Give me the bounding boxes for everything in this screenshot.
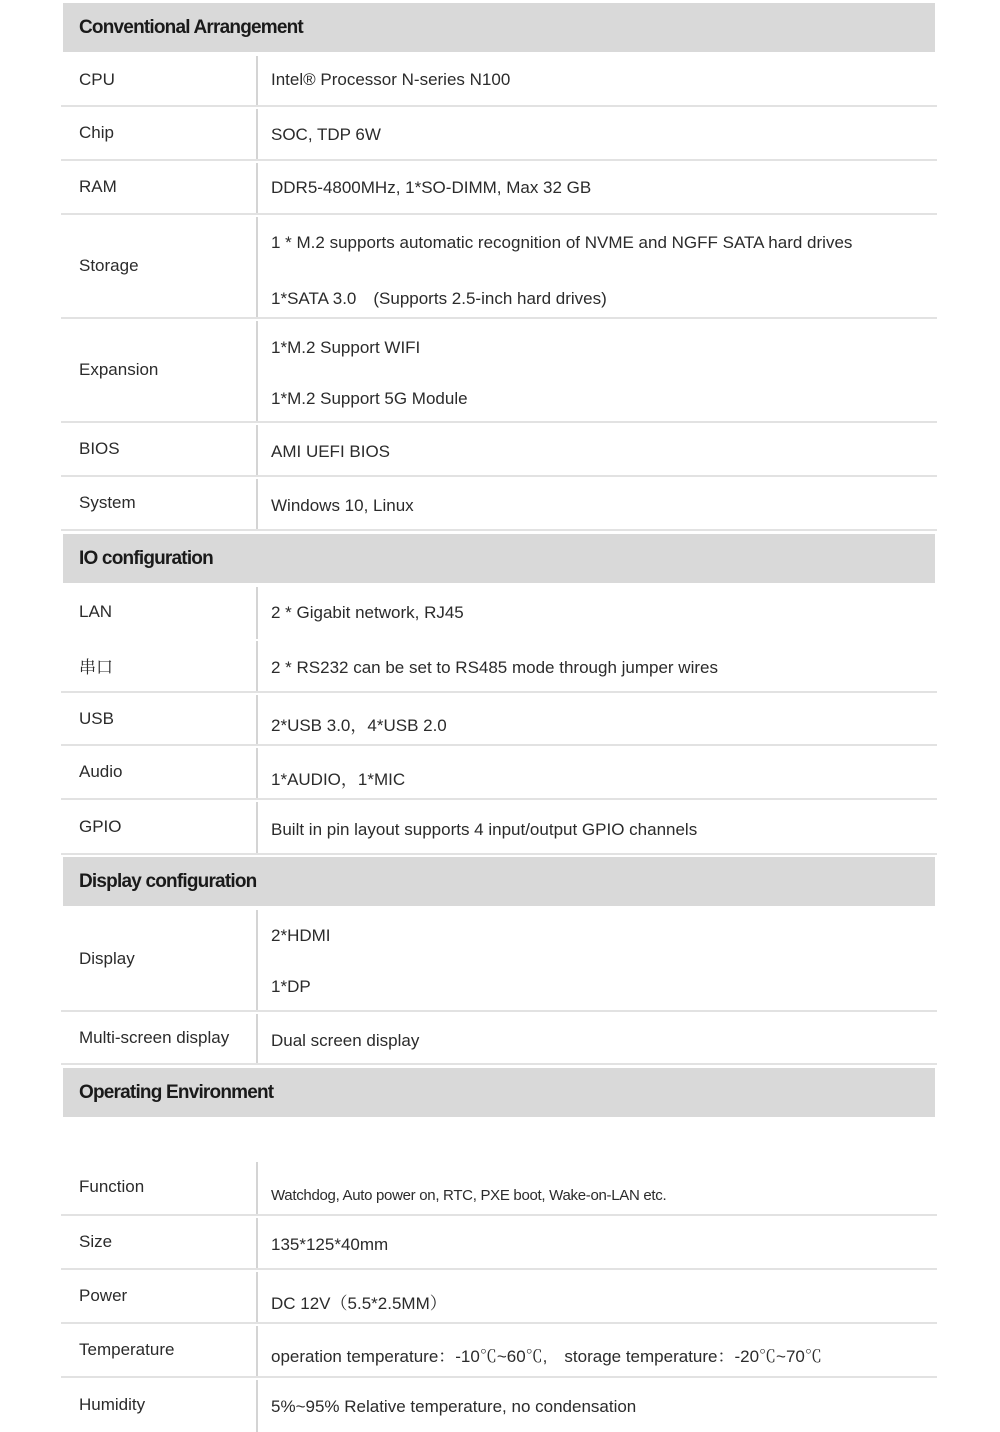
row-label: Power <box>79 1286 128 1305</box>
row-label: Function <box>79 1177 145 1196</box>
row-value: 1*SATA 3.0 (Supports 2.5-inch hard drives) <box>271 289 607 308</box>
row-value: 1*M.2 Support 5G Module <box>271 389 468 408</box>
table-row-function <box>61 1160 937 1216</box>
row-label: Storage <box>79 256 139 275</box>
row-value: 2 * RS232 can be set to RS485 mode through jumper wires <box>271 658 718 677</box>
section-header-display: Display configuration <box>63 857 935 906</box>
row-value: Dual screen display <box>271 1031 420 1050</box>
row-label: 串口 <box>79 657 113 677</box>
row-value: SOC, TDP 6W <box>271 125 381 144</box>
row-label: Temperature <box>79 1340 175 1359</box>
row-value: Watchdog, Auto power on, RTC, PXE boot, Wake-on-LAN etc. <box>271 1187 667 1204</box>
row-value: Intel® Processor N-series N100 <box>271 70 511 89</box>
row-value: Built in pin layout supports 4 input/output GPIO channels <box>271 820 698 839</box>
column-divider <box>256 1272 258 1322</box>
column-divider <box>256 479 258 529</box>
column-divider <box>256 1380 258 1432</box>
row-label: Display <box>79 949 135 968</box>
row-value: 1*DP <box>271 977 311 996</box>
row-value: 2*HDMI <box>271 926 331 945</box>
table-row-temperature <box>61 1324 937 1378</box>
table-row-chip <box>61 107 937 161</box>
row-value: 135*125*40mm <box>271 1235 389 1254</box>
row-label: Audio <box>79 762 123 781</box>
section-header-environment: Operating Environment <box>63 1068 935 1117</box>
row-label: CPU <box>79 69 115 89</box>
row-value: AMI UEFI BIOS <box>271 442 391 461</box>
table-row-serial <box>61 639 937 693</box>
column-divider <box>256 425 258 475</box>
row-value: 1 * M.2 supports automatic recognition of NVME and NGFF SATA hard drives <box>271 233 853 252</box>
table-row-storage <box>61 215 937 319</box>
column-divider <box>256 1162 258 1214</box>
row-value: 5%~95% Relative temperature, no condensation <box>271 1397 637 1416</box>
table-row-display <box>61 908 937 1012</box>
column-divider <box>256 163 258 213</box>
column-divider <box>256 1014 258 1063</box>
column-divider <box>256 910 258 1010</box>
section-header-conventional: Conventional Arrangement <box>63 3 935 52</box>
table-row-cpu <box>61 54 937 107</box>
table-row-size <box>61 1216 937 1270</box>
column-divider <box>256 1218 258 1268</box>
row-label: GPIO <box>79 816 122 836</box>
row-label: LAN <box>79 602 113 621</box>
row-value: 2 * Gigabit network, RJ45 <box>271 603 464 622</box>
column-divider <box>256 748 258 798</box>
row-value: Windows 10, Linux <box>271 496 414 515</box>
row-value: operation temperature：-10℃~60℃, storage temperature：-20℃~70℃ <box>271 1347 822 1366</box>
row-label: System <box>79 493 136 512</box>
row-label: USB <box>79 708 114 728</box>
table-row-gpio <box>61 800 937 855</box>
row-label: BIOS <box>79 439 120 458</box>
table-row-power <box>61 1270 937 1324</box>
row-value: 2*USB 3.0，4*USB 2.0 <box>271 716 447 735</box>
table-row-bios <box>61 423 937 477</box>
row-value: 1*M.2 Support WIFI <box>271 338 421 357</box>
column-divider <box>256 217 258 317</box>
column-divider <box>256 695 258 744</box>
row-label: Size <box>79 1232 113 1251</box>
row-label: RAM <box>79 177 117 196</box>
row-value: DC 12V（5.5*2.5MM） <box>271 1294 447 1313</box>
table-row-humidity <box>61 1378 937 1432</box>
column-divider <box>256 1326 258 1376</box>
table-row-expansion <box>61 319 937 423</box>
row-label: Expansion <box>79 360 159 379</box>
table-row-lan <box>61 585 937 639</box>
table-row-multi-screen <box>61 1012 937 1065</box>
table-row-system <box>61 477 937 531</box>
column-divider <box>256 321 258 421</box>
table-row-audio <box>61 746 937 800</box>
section-header-io: IO configuration <box>63 534 935 583</box>
row-label: Chip <box>79 123 114 142</box>
column-divider <box>256 109 258 159</box>
column-divider <box>256 56 258 105</box>
row-label: Multi-screen display <box>79 1027 230 1047</box>
column-divider <box>256 641 258 691</box>
column-divider <box>256 802 258 853</box>
table-row-usb <box>61 693 937 746</box>
row-value: 1*AUDIO，1*MIC <box>271 770 406 789</box>
column-divider <box>256 587 258 639</box>
table-row-ram <box>61 161 937 215</box>
row-value: DDR5-4800MHz, 1*SO-DIMM, Max 32 GB <box>271 178 592 197</box>
row-label: Humidity <box>79 1395 146 1414</box>
